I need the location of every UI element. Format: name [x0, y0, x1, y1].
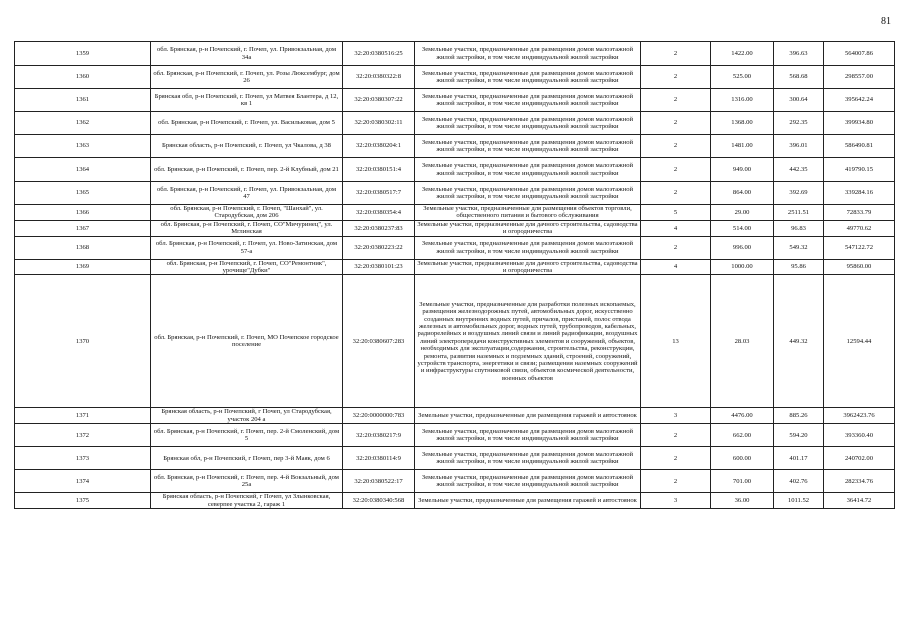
row-cadastral-number: 32:20:0380354:4	[343, 205, 415, 221]
table-row	[15, 135, 895, 158]
row-address: обл. Брянская, р-н Почепский, г. Почеп, "Шанхай", ул. Стародубская, дом 206	[151, 205, 343, 221]
row-specific-value: 568.68	[774, 66, 824, 89]
row-group: 3	[641, 408, 711, 424]
row-specific-value: 396.63	[774, 42, 824, 66]
table-row	[15, 275, 895, 408]
row-number: 1365	[15, 182, 151, 205]
row-cadastral-value: 586490.81	[824, 135, 895, 158]
row-cadastral-number: 32:20:0380114:9	[343, 447, 415, 470]
row-cadastral-number: 32:20:0380517:7	[343, 182, 415, 205]
row-address: Брянская обл, р-н Почепский, г Почеп, пер 3-й Маяк, дом 6	[151, 447, 343, 470]
row-area: 514.00	[711, 220, 774, 236]
row-number: 1375	[15, 493, 151, 509]
row-number: 1366	[15, 205, 151, 221]
row-cadastral-number: 32:20:0380217:9	[343, 424, 415, 447]
row-number: 1364	[15, 158, 151, 182]
table-row	[15, 42, 895, 66]
row-number: 1370	[15, 275, 151, 408]
table-row	[15, 236, 895, 259]
row-group: 2	[641, 89, 711, 112]
table-body	[15, 42, 895, 509]
row-number: 1363	[15, 135, 151, 158]
row-cadastral-number: 32:20:0000000:783	[343, 408, 415, 424]
row-group: 5	[641, 205, 711, 221]
table-row	[15, 205, 895, 221]
row-number: 1368	[15, 236, 151, 259]
row-cadastral-value: 419790.15	[824, 158, 895, 182]
row-cadastral-value: 564007.86	[824, 42, 895, 66]
table-row	[15, 447, 895, 470]
row-land-use: Земельные участки, предназначенные для размещения домов малоэтажной жилой застройки, в том числе индивидуальной жилой застройки	[415, 158, 641, 182]
row-area: 662.00	[711, 424, 774, 447]
row-land-use: Земельные участки, предназначенные для размещения домов малоэтажной жилой застройки, в том числе индивидуальной жилой застройки	[415, 89, 641, 112]
row-cadastral-number: 32:20:0380522:17	[343, 470, 415, 493]
row-cadastral-value: 282334.76	[824, 470, 895, 493]
row-number: 1361	[15, 89, 151, 112]
row-area: 1481.00	[711, 135, 774, 158]
row-number: 1359	[15, 42, 151, 66]
row-land-use: Земельные участки, предназначенные для размещения домов малоэтажной жилой застройки, в том числе индивидуальной жилой застройки	[415, 135, 641, 158]
row-number: 1372	[15, 424, 151, 447]
row-number: 1360	[15, 66, 151, 89]
row-group: 4	[641, 220, 711, 236]
row-area: 996.00	[711, 236, 774, 259]
row-group: 3	[641, 493, 711, 509]
row-cadastral-value: 95860.00	[824, 259, 895, 275]
row-address: обл. Брянская, р-н Почепский, г. Почеп, ул. Ново-Затинская, дом 57-а	[151, 236, 343, 259]
row-area: 1422.00	[711, 42, 774, 66]
row-group: 2	[641, 42, 711, 66]
row-area: 864.00	[711, 182, 774, 205]
row-address: обл. Брянская, р-н Почепский, г. Почеп, пер. 2-й Смоленский, дом 5	[151, 424, 343, 447]
row-land-use: Земельные участки, предназначенные для размещения домов малоэтажной жилой застройки, в том числе индивидуальной жилой застройки	[415, 447, 641, 470]
row-land-use: Земельные участки, предназначенные для размещения домов малоэтажной жилой застройки, в том числе индивидуальной жилой застройки	[415, 236, 641, 259]
row-address: Брянская область, р-н Почепский, г Почеп, ул Стародубская, участок 204 а	[151, 408, 343, 424]
table-row	[15, 408, 895, 424]
row-specific-value: 442.35	[774, 158, 824, 182]
row-area: 1368.00	[711, 112, 774, 135]
table-row	[15, 66, 895, 89]
row-address: обл. Брянская, р-н Почепский, г. Почеп, СО"Мичуринец", ул. Мглинская	[151, 220, 343, 236]
row-cadastral-value: 3962423.76	[824, 408, 895, 424]
table-row	[15, 89, 895, 112]
row-address: обл. Брянская, р-н Почепский, г. Почеп, ул. Розы Люксембург, дом 26	[151, 66, 343, 89]
row-number: 1374	[15, 470, 151, 493]
row-group: 2	[641, 182, 711, 205]
row-group: 2	[641, 158, 711, 182]
row-specific-value: 549.32	[774, 236, 824, 259]
row-group: 2	[641, 66, 711, 89]
row-area: 600.00	[711, 447, 774, 470]
page-number: 81	[881, 16, 891, 27]
row-area: 1000.00	[711, 259, 774, 275]
row-specific-value: 594.20	[774, 424, 824, 447]
row-group: 4	[641, 259, 711, 275]
row-specific-value: 2511.51	[774, 205, 824, 221]
table-row	[15, 493, 895, 509]
row-cadastral-value: 547122.72	[824, 236, 895, 259]
row-specific-value: 300.64	[774, 89, 824, 112]
row-specific-value: 396.01	[774, 135, 824, 158]
row-area: 28.03	[711, 275, 774, 408]
row-cadastral-value: 72833.79	[824, 205, 895, 221]
row-cadastral-number: 32:20:0380204:1	[343, 135, 415, 158]
table-row	[15, 424, 895, 447]
table-row	[15, 470, 895, 493]
row-group: 2	[641, 470, 711, 493]
row-cadastral-value: 49770.62	[824, 220, 895, 236]
row-cadastral-value: 298557.00	[824, 66, 895, 89]
land-registry-table	[14, 41, 895, 509]
row-cadastral-number: 32:20:0380151:4	[343, 158, 415, 182]
row-address: обл. Брянская, р-н Почепский, г. Почеп, пер. 2-й Клубный, дом 21	[151, 158, 343, 182]
row-area: 701.00	[711, 470, 774, 493]
row-cadastral-value: 339284.16	[824, 182, 895, 205]
row-land-use: Земельные участки, предназначенные для размещения домов малоэтажной жилой застройки, в том числе индивидуальной жилой застройки	[415, 424, 641, 447]
row-specific-value: 449.32	[774, 275, 824, 408]
row-land-use: Земельные участки, предназначенные для размещения домов малоэтажной жилой застройки, в том числе индивидуальной жилой застройки	[415, 470, 641, 493]
row-cadastral-value: 399934.80	[824, 112, 895, 135]
row-cadastral-number: 32:20:0380322:8	[343, 66, 415, 89]
row-area: 29.00	[711, 205, 774, 221]
row-land-use: Земельные участки, предназначенные для размещения домов малоэтажной жилой застройки, в том числе индивидуальной жилой застройки	[415, 182, 641, 205]
row-address: обл. Брянская, р-н Почепский, г. Почеп, МО Почепское городское поселение	[151, 275, 343, 408]
table-row	[15, 220, 895, 236]
row-cadastral-number: 32:20:0380307:22	[343, 89, 415, 112]
row-cadastral-value: 240702.00	[824, 447, 895, 470]
row-address: обл. Брянская, р-н Почепский, г. Почеп, ул. Васильковая, дом 5	[151, 112, 343, 135]
row-group: 2	[641, 112, 711, 135]
table-row	[15, 259, 895, 275]
row-area: 525.00	[711, 66, 774, 89]
row-cadastral-number: 32:20:0380237:83	[343, 220, 415, 236]
row-land-use: Земельные участки, предназначенные для размещения гаражей и автостоянок	[415, 408, 641, 424]
row-address: обл. Брянская, р-н Почепский, г. Почеп, СО"Ремонтник", урочище"Дубки"	[151, 259, 343, 275]
row-specific-value: 392.69	[774, 182, 824, 205]
row-land-use: Земельные участки, предназначенные для размещения домов малоэтажной жилой застройки, в том числе индивидуальной жилой застройки	[415, 66, 641, 89]
row-specific-value: 885.26	[774, 408, 824, 424]
row-land-use: Земельные участки, предназначенные для дачного строительства, садоводства и огородничества	[415, 220, 641, 236]
row-cadastral-number: 32:20:0380101:23	[343, 259, 415, 275]
row-cadastral-number: 32:20:0380516:25	[343, 42, 415, 66]
row-address: Брянская область, р-н Почепский, г Почеп, ул Злынковская, северпее участка 2, гараж 1	[151, 493, 343, 509]
row-area: 1316.00	[711, 89, 774, 112]
row-land-use: Земельные участки, предназначенные для дачного строительства, садоводства и огородничества	[415, 259, 641, 275]
row-land-use: Земельные участки, предназначенные для размещения объектов торговли, общественного питания и бытового обслуживания	[415, 205, 641, 221]
row-group: 2	[641, 424, 711, 447]
row-address: обл. Брянская, р-н Почепский, г. Почеп, ул. Привокзальная, дом 47	[151, 182, 343, 205]
row-address: обл. Брянская, р-н Почепский, г. Почеп, пер. 4-й Вокзальный, дом 25а	[151, 470, 343, 493]
row-address: Брянская область, р-н Почепский, г. Почеп, ул Чкалова, д 38	[151, 135, 343, 158]
row-group: 2	[641, 135, 711, 158]
row-cadastral-number: 32:20:0380340:568	[343, 493, 415, 509]
row-number: 1369	[15, 259, 151, 275]
row-land-use: Земельные участки, предназначенные для разработки полезных ископаемых, размещения железнодорожных путей, автомобильных дорог, искусственно созданных внутренних водных путей, причалов, пристаней, полос отвода железных и автомобильных дорог, водных путей, трубопроводов, кабельных, радиорелейных и воздушных линий связи и линий радиофикации, воздушных линий электропередачи конструктивных элементов и сооружений, объектов, необходимых для эксплуатации,содержания, строительства, реконструкции, ремонта, развития наземных и подземных зданий, строений, сооружений, устройств транспорта, энергетики и связи; размещения наземных сооружений и инфраструктуры спутниковой связи, объектов космической деятельности, военных объектов	[415, 275, 641, 408]
row-cadastral-value: 12594.44	[824, 275, 895, 408]
row-cadastral-value: 395642.24	[824, 89, 895, 112]
row-group: 2	[641, 447, 711, 470]
row-address: Брянская обл, р-н Почепский, г. Почеп, ул Матвея Блантера, д 12, кв 1	[151, 89, 343, 112]
row-specific-value: 95.86	[774, 259, 824, 275]
row-cadastral-value: 393360.40	[824, 424, 895, 447]
row-group: 2	[641, 236, 711, 259]
table-row	[15, 158, 895, 182]
row-area: 949.00	[711, 158, 774, 182]
row-specific-value: 292.35	[774, 112, 824, 135]
row-cadastral-value: 36414.72	[824, 493, 895, 509]
row-land-use: Земельные участки, предназначенные для размещения гаражей и автостоянок	[415, 493, 641, 509]
row-specific-value: 1011.52	[774, 493, 824, 509]
row-land-use: Земельные участки, предназначенные для размещения домов малоэтажной жилой застройки, в том числе индивидуальной жилой застройки	[415, 42, 641, 66]
row-cadastral-number: 32:20:0380302:11	[343, 112, 415, 135]
row-number: 1362	[15, 112, 151, 135]
row-area: 4476.00	[711, 408, 774, 424]
row-number: 1367	[15, 220, 151, 236]
table-row	[15, 112, 895, 135]
row-specific-value: 402.76	[774, 470, 824, 493]
row-cadastral-number: 32:20:0380223:22	[343, 236, 415, 259]
row-group: 13	[641, 275, 711, 408]
row-land-use: Земельные участки, предназначенные для размещения домов малоэтажной жилой застройки, в том числе индивидуальной жилой застройки	[415, 112, 641, 135]
row-specific-value: 401.17	[774, 447, 824, 470]
table-row	[15, 182, 895, 205]
row-number: 1371	[15, 408, 151, 424]
row-specific-value: 96.83	[774, 220, 824, 236]
row-cadastral-number: 32:20:0380607:283	[343, 275, 415, 408]
row-area: 36.00	[711, 493, 774, 509]
row-number: 1373	[15, 447, 151, 470]
row-address: обл. Брянская, р-н Почепский, г. Почеп, ул. Привокзальная, дом 34а	[151, 42, 343, 66]
